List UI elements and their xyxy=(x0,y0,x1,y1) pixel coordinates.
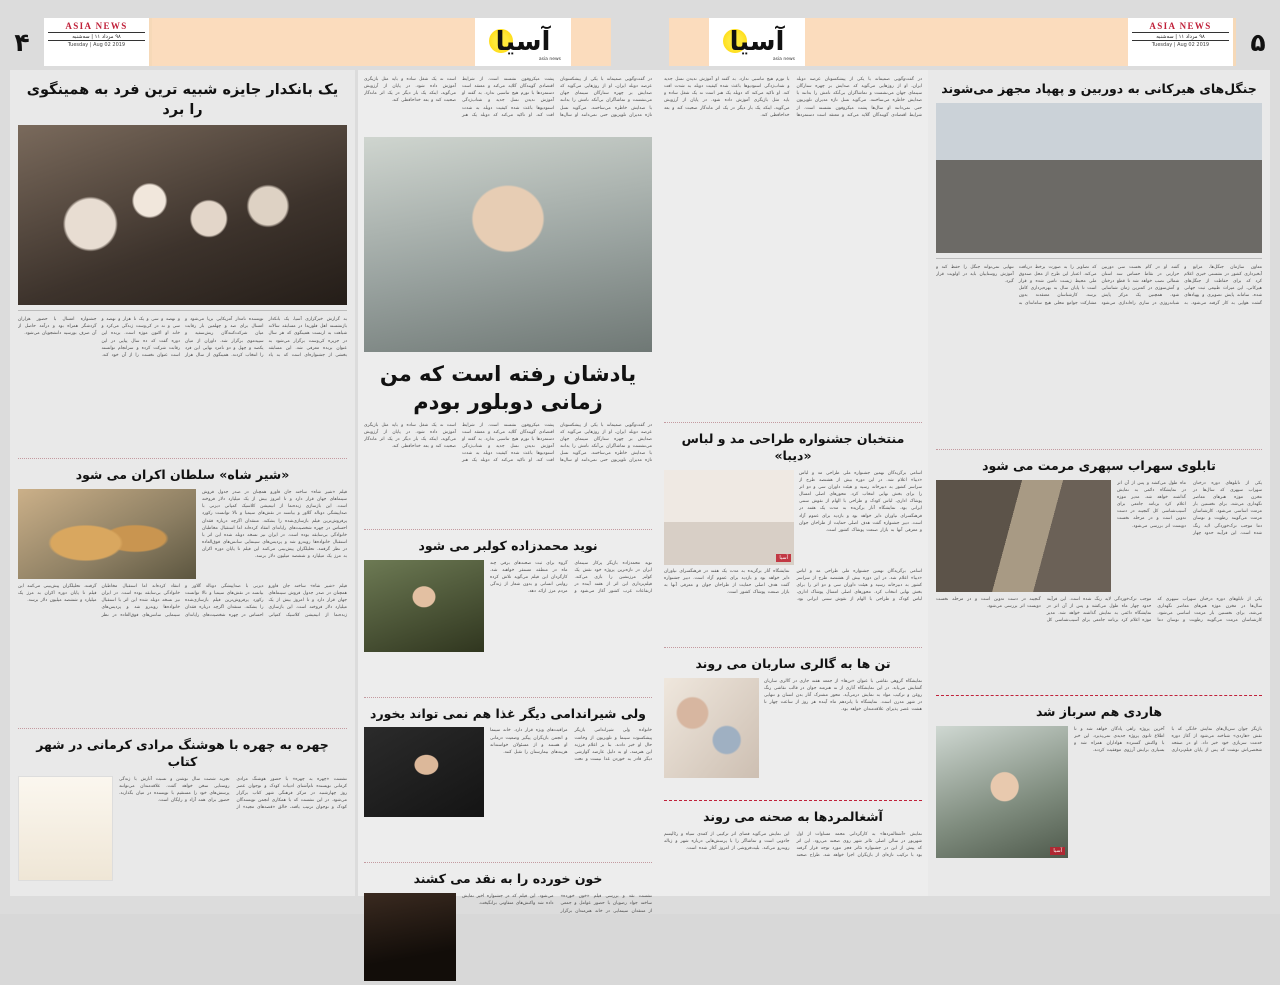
headline-hemingway: یک بانکدار جایزه شبیه ترین فرد به همینگوی را برد xyxy=(26,82,339,118)
headline-hardy: هاردی هم سرباز شد xyxy=(1035,703,1163,719)
body-hyrcanian: معاون سازمان جنگل‌ها، مراتع و آبخیزداری کشور در نشستی خبری اعلام کرد که برای حفاظت از جنگل‌های هیرکانی، این میراث طبیعی ثبت جهانی شده، سامانه پایش تصویری و پهپادهای گشت هوایی به کار گرفته می‌شود. به گفته او در گام نخست سی دوربین حرارتی در نقاط حساس سه استان شمالی نصب خواهد شد تا قطع درختان و آتش‌سوزی در کمترین زمان شناسایی شود. همچنین یک مرکز پایش شبانه‌روزی در ساری راه‌اندازی می‌شود که تصاویر را به صورت برخط دریافت می‌کند. اعتبار این طرح از محل صندوق ملی محیط زیست تامین شده و قرار است تا پایان سال به بهره‌برداری کامل برسد. کارشناسان معتقدند بدون مشارکت جوامع محلی هیچ سامانه‌ای به تنهایی نمی‌تواند جنگل را حفظ کند و آموزش روستاییان باید در اولویت قرار گیرد. xyxy=(936,264,1262,306)
masthead-accent-left xyxy=(669,18,709,66)
headline-sepehri: تابلوی سهراب سپهری مرمت می شود xyxy=(982,457,1216,473)
brand-block-left xyxy=(1128,18,1236,66)
body-diba-left: اسامی برگزیدگان نهمین جشنواره ملی طراحی مد و لباس «دیبا» اعلام شد. در این دوره بیش از هشتصد طرح از سراسر کشور به دبیرخانه رسید و هیئت داوران سی و دو اثر را برای بخش نهایی انتخاب کرد. محورهای اصلی امسال پوشاک اداری، لباس کودک و طراحی با الهام از نقوش سنتی ایرانی بود. نمایشگاه آثار برگزیده به مدت یک هفته در فرهنگسرای نیاوران دایر خواهد بود و بازدید برای عموم آزاد است. دبیر جشنواره گفت هدف اصلی حمایت از طراحان جوان و معرفی آنها به بازار صنعت پوشاک کشور است. xyxy=(799,470,922,533)
photo-actor-navid xyxy=(364,560,484,652)
body-sareban: نمایشگاه گروهی نقاشی با عنوان «تن‌ها» از جمعه هفته جاری در گالری ساربان گشایش می‌یابد. در این نمایشگاه آثاری از نه هنرمند جوان در قالب نقاشی رنگ روغن و ترکیب مواد به نمایش درمی‌آید. محور مشترک آثار بدن انسان و تنهایی در شهر مدرن است. نمایشگاه تا پانزدهم ماه آینده هر روز از ساعت چهار تا هشت عصر پذیرای علاقه‌مندان خواهد بود. xyxy=(764,678,922,713)
article-khoonkhorde xyxy=(364,868,652,985)
page-number-left: ۵ xyxy=(1236,18,1280,66)
headline-khoonkhorde: خون خورده را به نقد می کشند xyxy=(413,871,603,887)
brand-name-right: ASIA NEWS xyxy=(65,21,128,31)
headline-diba: منتخبان جشنواره طراحی مد و لباس «دیبا» xyxy=(681,431,905,463)
headline-moradi-kermani: چهره به چهره با هوشنگ مرادی کرمانی در شهر کتاب xyxy=(36,737,329,769)
article-sareban xyxy=(664,653,922,793)
body-sepehri-side: یکی از تابلوهای دوره درختان سهراب سپهری که سال‌ها در مخزن موزه هنرهای معاصر نگهداری می‌شد، برای نخستین بار مرمت اساسی می‌شود. کارشناسان مرمت می‌گویند رطوبت و نوسان دما موجب ترک‌خوردگی لایه رنگ شده است. این فرآیند حدود چهار ماه طول می‌کشد و پس از آن اثر در نمایشگاه دائمی به نمایش گذاشته خواهد شد. مدیر موزه اعلام کرد برنامه جامعی برای آسیب‌شناسی کل گنجینه در دست تدوین است و در مرحله نخست دویست اثر بررسی می‌شود. xyxy=(1117,480,1262,536)
body-lead-continuation: در گفت‌وگویی صمیمانه با یکی از پیشکسوتان عرصه دوبله ایران، او از روزهایی می‌گوید که صدایش بر چهره ستارگان سینمای جهان می‌نشست و تماشاگران بی‌آنکه نامش را بدانند با صدایش خاطره می‌ساختند. می‌گوید نسل تازه مدیران تلویزیون حتی نمی‌دانند او سال‌ها پشت میکروفون نشسته است. از شرایط اقتصادی گویندگان گلایه می‌کند و معتقد است دستمزدها با تورم هیچ تناسبی ندارد. به گفته او آموزش ندیدن نسل جدید و شتاب‌زدگی استودیوها باعث شده کیفیت دوبله به شدت افت کند. او تاکید می‌کند که دوبله یک هنر است نه یک شغل ساده و باید مثل بازیگری آموزش داده شود. در پایان از آرزویش می‌گوید، اینکه یک بار دیگر در یک اثر ماندگار صحبت کند و بعد خداحافظی کند. xyxy=(664,77,922,118)
photo-dark-alley xyxy=(364,893,456,981)
masthead-fill-right xyxy=(152,18,475,66)
brand-name-left: ASIA NEWS xyxy=(1149,21,1212,31)
body-hemingway: به گزارش خبرگزاری آسیا، یک بانکدار بازنشسته اهل فلوریدا در مسابقه سالانه شباهت به ارنست همینگوی که هر سال در جزیره کی‌وست برگزار می‌شود به عنوان برنده معرفی شد. این مسابقه بخشی از جشنواره‌ای است که به یاد نویسنده نامدار آمریکایی برپا می‌شود و امسال برای صد و چهلمین بار رقابت میان شرکت‌کنندگان ریش‌سفید و سپیدموی برگزار شد. داوران از میان یکصد و چهل و دو نامزد نهایی این فرد را انتخاب کردند. همینگوی از سال هزار و نهصد و سی و یک تا هزار و نهصد و سی و نه در کی‌وست زندگی می‌کرد و خانه او اکنون موزه است. برنده این دوره گفت که ده سال پیاپی در این رقابت شرکت کرده و سرانجام توانسته است عنوان نخست را از آن خود کند. جشنواره امسال با حضور هزاران گردشگر همراه بود و درآمد حاصل از آن صرف بورسیه دانشجویان می‌شود. xyxy=(18,317,347,358)
brand-date-fa-left: ۹۸ مرداد ۱۱ | سه‌شنبه xyxy=(1132,32,1229,41)
body-sepehri-main: یکی از تابلوهای دوره درختان سهراب سپهری که سال‌ها در مخزن موزه هنرهای معاصر نگهداری می‌شد، برای نخستین بار مرمت اساسی می‌شود. کارشناسان مرمت می‌گویند رطوبت و نوسان دما موجب ترک‌خوردگی لایه رنگ شده است. این فرآیند حدود چهار ماه طول می‌کشد و پس از آن اثر در نمایشگاه دائمی به نمایش گذاشته خواهد شد. مدیر موزه اعلام کرد برنامه جامعی برای آسیب‌شناسی کل گنجینه در دست تدوین است و در مرحله نخست دویست اثر بررسی می‌شود. xyxy=(936,596,1262,624)
body-lion-king-col1: فیلم «شیر شاه» ساخته جان فاورو همچنان در صدر جدول فروش سینماهای جهان قرار دارد و تا امروز بیش از یک میلیارد دلار فروخته است. این بازسازی زنده‌نما از انیمیشن کلاسیک کمپانی دیزنی با صداپیشگی دونالد گلاور و بیانسه در نقش‌های سیمبا و نالا توانست رکورد پرفروش‌ترین فیلم بازسازی‌شده را بشکند. منتقدان اگرچه درباره فقدان احساس در چهره شخصیت‌های رایانه‌ای انتقاد کرده‌اند اما استقبال مخاطبان خانوادگی بی‌سابقه بوده است. در ایران نیز نسخه دوبله شده این اثر با استقبال خانواده‌ها روبه‌رو شد و پردیس‌های سینمایی سانس‌های فوق‌العاده در نظر گرفتند. تحلیلگران پیش‌بینی می‌کنند این فیلم تا پایان دوره اکران به مرز یک میلیارد و ششصد میلیون دلار برسد. xyxy=(202,490,347,560)
body-lead-main: در گفت‌وگویی صمیمانه با یکی از پیشکسوتان عرصه دوبله ایران، او از روزهایی می‌گوید که صدایش بر چهره ستارگان سینمای جهان می‌نشست و تماشاگران بی‌آنکه نامش را بدانند با صدایش خاطره می‌ساختند. می‌گوید نسل تازه مدیران تلویزیون حتی نمی‌دانند او سال‌ها پشت میکروفون نشسته است. از شرایط اقتصادی گویندگان گلایه می‌کند و معتقد است دستمزدها با تورم هیچ تناسبی ندارد. به گفته او آموزش ندیدن نسل جدید و شتاب‌زدگی استودیوها باعث شده کیفیت دوبله به شدت افت کند. او تاکید می‌کند که دوبله یک هنر است نه یک شغل ساده و باید مثل بازیگری آموزش داده شود. در پایان از آرزویش می‌گوید، اینکه یک بار دیگر در یک اثر ماندگار صحبت کند و بعد خداحافظی کند. xyxy=(364,422,652,464)
article-lead-dubber xyxy=(364,76,652,522)
body-navid: نوید محمدزاده بازیگر پرکار سینمای ایران در تازه‌ترین پروژه خود نقش یک کولبر مرزنشین را بازی می‌کند. فیلم‌برداری این اثر از هفته آینده در ارتفاعات غرب کشور آغاز می‌شود و گروه برای ثبت صحنه‌های برفی چند ماه در منطقه مستقر خواهند شد. کارگردان این فیلم می‌گوید تلاش کرده روایتی انسانی و بدون شعار از زندگی مردم مرز ارائه دهد. xyxy=(490,560,652,595)
photo-elderly-man-glasses xyxy=(364,137,652,352)
article-hemingway xyxy=(18,78,347,451)
photo-officials-meeting xyxy=(936,103,1262,253)
brand-date-fa-right: ۹۸ مرداد ۱۱ | سه‌شنبه xyxy=(48,32,145,41)
logo-latin-right: asia news xyxy=(538,57,561,62)
article-moradi-kermani xyxy=(18,734,347,926)
logo-right xyxy=(475,18,571,66)
article-shirandami xyxy=(364,703,652,856)
center-lead xyxy=(358,70,658,914)
photo-abstract-painting xyxy=(664,678,759,778)
body-shirandami: خانواده ولی شیراندامی بازیگر پیشکسوت سینما و تلویزیون از وخامت حال او خبر دادند. بنا بر اعلام فرزند این هنرمند، او به دلیل عارضه گوارشی دیگر قادر به خوردن غذا نیست و تحت مراقبت‌های ویژه قرار دارد. خانه سینما و انجمن بازیگران پیگیر وضعیت درمانی او هستند و از مسئولان خواسته‌اند هزینه‌های بیمارستان را تقبل کنند. xyxy=(490,728,652,762)
photo-woman-headscarf xyxy=(936,726,1068,858)
brand-block-right xyxy=(44,18,152,66)
photo-painting-restoration xyxy=(936,480,1111,592)
brand-date-en-left: Tuesday | Aug 02 2019 xyxy=(1151,42,1210,48)
body-khoonkhorde: نشست نقد و بررسی فیلم «خون خورده» ساخته جواد رضویان با حضور عوامل و جمعی از منتقدان سینمایی در خانه هنرمندان برگزار می‌شود. این فیلم که در جشنواره اخیر نمایش داده شد واکنش‌های متفاوتی برانگیخت. xyxy=(462,894,652,914)
headline-lead-dubber: یادشان رفته است که من زمانی دوبلور بودم xyxy=(379,362,637,415)
page-number-right: ۴ xyxy=(0,18,44,66)
article-hyrcanian xyxy=(936,78,1262,442)
center-right-column xyxy=(658,70,928,896)
article-diba xyxy=(664,428,922,640)
body-diba-main: اسامی برگزیدگان نهمین جشنواره ملی طراحی مد و لباس «دیبا» اعلام شد. در این دوره بیش از هشتصد طرح از سراسر کشور به دبیرخانه رسید و هیئت داوران سی و دو اثر را برای بخش نهایی انتخاب کرد. محورهای اصلی امسال پوشاک اداری، لباس کودک و طراحی با الهام از نقوش سنتی ایرانی بود. نمایشگاه آثار برگزیده به مدت یک هفته در فرهنگسرای نیاوران دایر خواهد بود و بازدید برای عموم آزاد است. دبیر جشنواره گفت هدف اصلی حمایت از طراحان جوان و معرفی آنها به بازار صنعت پوشاک کشور است. xyxy=(664,568,922,603)
masthead-fill-left xyxy=(805,18,1128,66)
body-moradi-kermani: نشست «چهره به چهره» با حضور هوشنگ مرادی کرمانی نویسنده نام‌آشنای ادبیات کودک و نوجوان عصر روز چهارشنبه در مرکز فرهنگی شهر کتاب برگزار می‌شود. در این نشست که با همکاری انجمن نویسندگان کودک و نوجوان ترتیب یافته، خالق «قصه‌های مجید» از تجربه شصت سال نوشتن و نسبت آثارش با زندگی روستایی سخن خواهد گفت. علاقه‌مندان می‌توانند پرسش‌های خود را مستقیم با نویسنده در میان بگذارند. حضور برای همه آزاد و رایگان است. xyxy=(119,776,347,811)
article-lion-king xyxy=(18,464,347,721)
headline-sareban: تن ها به گالری ساربان می روند xyxy=(695,655,891,671)
masthead-gutter xyxy=(611,18,669,66)
body-ashghalmardha: نمایش «آشغالمردها» به کارگردانی محمد مساوات از اول شهریور در سالن اصلی تئاتر شهر روی صحنه می‌رود. این اثر که پیش از این در جشنواره تئاتر فجر مورد توجه قرار گرفته بود با ترکیب تازه‌ای از بازیگران اجرا خواهد شد. طراح صحنه این نمایش می‌گوید فضای اثر ترکیبی از کمدی سیاه و رئالیسم جادویی است و تماشاگر را با پرسش‌هایی درباره شهر و زباله روبه‌رو می‌کند. بلیت‌فروشی از امروز آغاز شده است. xyxy=(664,831,922,858)
body-lion-king-main: فیلم «شیر شاه» ساخته جان فاورو همچنان در صدر جدول فروش سینماهای جهان قرار دارد و تا امروز بیش از یک میلیارد دلار فروخته است. این بازسازی زنده‌نما از انیمیشن کلاسیک کمپانی دیزنی با صداپیشگی دونالد گلاور و بیانسه در نقش‌های سیمبا و نالا توانست رکورد پرفروش‌ترین فیلم بازسازی‌شده را بشکند. منتقدان اگرچه درباره فقدان احساس در چهره شخصیت‌های رایانه‌ای انتقاد کرده‌اند اما استقبال مخاطبان خانوادگی بی‌سابقه بوده است. در ایران نیز نسخه دوبله شده این اثر با استقبال خانواده‌ها روبه‌رو شد و پردیس‌های سینمایی سانس‌های فوق‌العاده در نظر گرفتند. تحلیلگران پیش‌بینی می‌کنند این فیلم تا پایان دوره اکران به مرز یک میلیارد و ششصد میلیون دلار برسد. xyxy=(18,584,347,618)
masthead xyxy=(0,18,1280,66)
headline-lion-king: «شیر شاه» سلطان اکران می شود xyxy=(75,467,290,483)
logo-left xyxy=(709,18,805,66)
photo-lion-cubs xyxy=(18,489,196,579)
photo-credit-diba: آسیا xyxy=(776,554,791,562)
brand-date-en-right: Tuesday | Aug 02 2019 xyxy=(67,42,126,48)
article-ashghalmardha xyxy=(664,806,922,936)
headline-ashghalmardha: آشغالمردها به صحنه می روند xyxy=(703,808,883,824)
page-left xyxy=(10,70,355,896)
photo-shirandami xyxy=(364,727,484,817)
logo-text-left: آسیا xyxy=(729,27,785,57)
masthead-accent-right xyxy=(571,18,611,66)
article-navid xyxy=(364,535,652,690)
headline-hyrcanian: جنگل‌های هیرکانی به دوربین و پهپاد مجهز می‌شوند xyxy=(941,81,1257,96)
logo-latin-left: asia news xyxy=(772,57,795,62)
logo-text-right: آسیا xyxy=(495,27,551,57)
headline-shirandami: ولی شیراندامی دیگر غذا هم نمی تواند بخورد xyxy=(370,705,646,721)
photo-book-cover xyxy=(18,776,113,881)
photo-hemingway-lookalikes xyxy=(18,125,347,305)
article-sepehri xyxy=(936,455,1262,688)
article-hardy xyxy=(936,701,1262,891)
body-lead-top: در گفت‌وگویی صمیمانه با یکی از پیشکسوتان عرصه دوبله ایران، او از روزهایی می‌گوید که صدایش بر چهره ستارگان سینمای جهان می‌نشست و تماشاگران بی‌آنکه نامش را بدانند با صدایش خاطره می‌ساختند. می‌گوید نسل تازه مدیران تلویزیون حتی نمی‌دانند او سال‌ها پشت میکروفون نشسته است. از شرایط اقتصادی گویندگان گلایه می‌کند و معتقد است دستمزدها با تورم هیچ تناسبی ندارد. به گفته او آموزش ندیدن نسل جدید و شتاب‌زدگی استودیوها باعث شده کیفیت دوبله به شدت افت کند. او تاکید می‌کند که دوبله یک هنر است نه یک شغل ساده و باید مثل بازیگری آموزش داده شود. در پایان از آرزویش می‌گوید، اینکه یک بار دیگر در یک اثر ماندگار صحبت کند و بعد خداحافظی کند. xyxy=(364,77,652,118)
body-hardy: بازیگر جوان سریال‌های نمایش خانگی که با نقش «هاردی» شناخته می‌شود از آغاز دوره خدمت سربازی خود خبر داد. او در صفحه شخصی‌اش نوشت که پس از پایان فیلم‌برداری آخرین پروژه راهی پادگان خواهد شد و تا اطلاع ثانوی پروژه جدیدی نمی‌پذیرد. این خبر با واکنش گسترده هواداران همراه شد و بسیاری برایش آرزوی موفقیت کردند. xyxy=(1074,726,1262,753)
photo-credit-hardy: آسیا xyxy=(1050,847,1065,855)
photo-fashion-mannequins xyxy=(664,470,794,565)
headline-navid: نوید محمدزاده کولبر می شود xyxy=(418,537,598,553)
page-right xyxy=(928,70,1270,896)
